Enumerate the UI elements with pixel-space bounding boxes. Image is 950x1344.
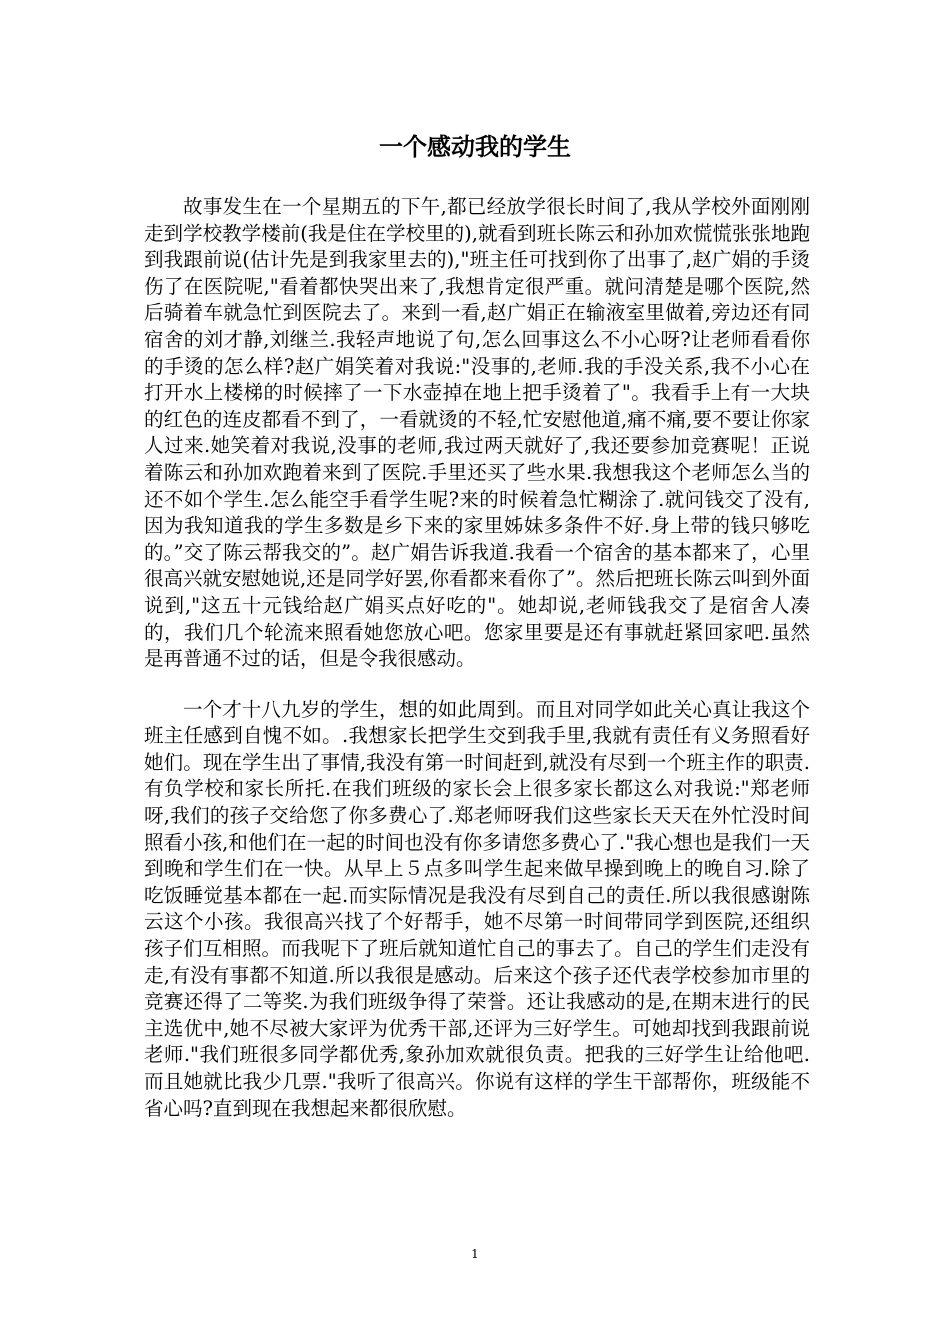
document-body [144,194,810,1122]
page-number: 1 [471,1247,479,1261]
document-title: 一个感动我的学生 [379,133,571,161]
paragraph-1: 故事发生在一个星期五的下午,都已经放学很长时间了,我从学校外面刚刚走到学校教学楼前(我是住在学校里的),就看到班长陈云和孙加欢慌慌张张地跑到我跟前说(估计先是到我家里去的),"班主任可找到你了出事了,赵广娟的手烫伤了在医院呢,"看着都快哭出来了,我想肯定很严重。就问清楚是哪个医院,然后骑着车就急忙到医院去了。来到一看,赵广娟正在输液室里做着,旁边还有同宿舍的刘才静,刘继兰.我轻声地说了句,怎么回事这么不小心呀?让老师看看你的手烫的怎么样?赵广娟笑着对我说:"没事的,老师.我的手没关系,我不小心在打开水上楼梯的时候摔了一下水壶掉在地上把手烫着了"。我看手上有一大块的红色的连皮都看不到了，一看就烫的不轻,忙安慰他道,痛不痛,要不要让你家人过来.她笑着对我说,没事的老师,我过两天就好了,我还要参加竞赛呢！正说着陈云和孙加欢跑着来到了医院.手里还买了些水果.我想我这个老师怎么当的还不如个学生.怎么能空手看学生呢?来的时候着急忙糊涂了.就问钱交了没有,因为我知道我的学生多数是乡下来的家里姊妹多条件不好.身上带的钱只够吃的。”交了陈云帮我交的”。赵广娟告诉我道.我看一个宿舍的基本都来了，心里很高兴就安慰她说,还是同学好罢,你看都来看你了”。然后把班长陈云叫到外面说到,"这五十元钱给赵广娟买点好吃的"。她却说,老师钱我交了是宿舍人凑的，我们几个轮流来照看她您放心吧。您家里要是还有事就赶紧回家吧.虽然是再普通不过的话，但是令我很感动。 [144,195,810,671]
paragraph-2: 一个才十八九岁的学生，想的如此周到。而且对同学如此关心真让我这个班主任感到自愧不如。.我想家长把学生交到我手里,我就有责任有义务照看好她们。现在学生出了事情,我没有第一时间赶到,就没有尽到一个班主作的职责.有负学校和家长所托.在我们班级的家长会上很多家长都这么对我说:"郑老师呀,我们的孩子交给您了你多费心了.郑老师呀我们这些家长天天在外忙没时间照看小孩,和他们在一起的时间也没有你多请您多费心了."我心想也是我们一天到晚和学生们在一快。从早上５点多叫学生起来做早操到晚上的晚自习.除了吃饭睡觉基本都在一起.而实际情况是我没有尽到自己的责任.所以我很感谢陈云这个小孩。我很高兴找了个好帮手，她不尽第一时间带同学到医院,还组织孩子们互相照。而我呢下了班后就知道忙自己的事去了。自己的学生们走没有走,有没有事都不知道.所以我很是感动。后来这个孩子还代表学校参加市里的竞赛还得了二等奖.为我们班级争得了荣誉。还让我感动的是,在期末进行的民主选优中,她不尽被大家评为优秀干部,还评为三好学生。可她却找到我跟前说老师."我们班很多同学都优秀,象孙加欢就很负责。把我的三好学生让给他吧.而且她就比我少几票."我听了很高兴。你说有这样的学生干部帮你，班级能不省心吗?直到现在我想起来都很欣慰。 [144,697,810,1120]
